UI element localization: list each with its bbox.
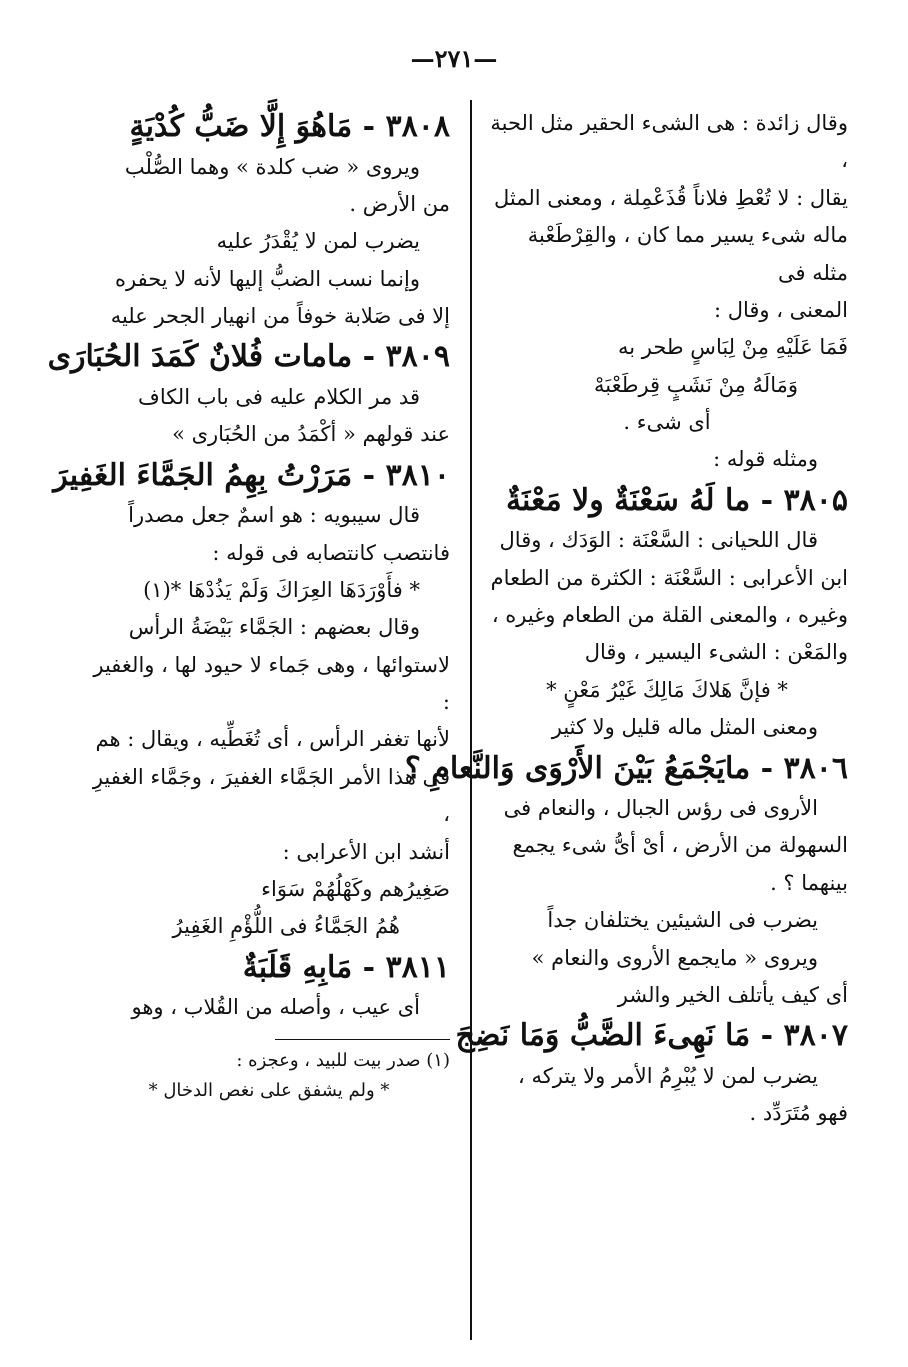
text-line: ابن الأعرابى : السَّعْنَة : الكثرة من الطعام [490, 565, 848, 590]
text-line: أنشد ابن الأعرابى : [282, 839, 450, 864]
text-line: صَغِيرُهم وكَهْلُهُمْ سَوَاء [261, 876, 450, 901]
text-line: وقال بعضهم : الجَمَّاء بَيْضَةُ الرأس [128, 615, 420, 640]
text-line: الأروى فى رؤس الجبال ، والنعام فى [503, 796, 818, 820]
text-line: بينهما ؟ . [770, 870, 848, 895]
text-line: هُمُ الجَمَّاءُ فى اللُّؤْمِ الغَفِيرُ [172, 914, 400, 939]
text-line: ويروى « ضب كلدة » وهما الصُّلْب [124, 154, 420, 179]
text-line: * فأَوْرَدَهَا العِرَاكَ وَلَمْ يَذُدْهَا *(۱) [143, 577, 420, 602]
page-number: —۲۷۱— [410, 44, 498, 73]
left-column [47, 105, 450, 1107]
text-line: فهو مُتَرَدِّد . [749, 1101, 848, 1126]
text-line: لأنها تغفر الرأس ، أى تُغَطِّيه ، ويقال : هم [95, 727, 450, 752]
text-line: قال سيبويه : هو اسمٌ جعل مصدراً [128, 503, 420, 528]
proverb-heading: ۳۸۰۹ - مامات فُلانٌ كَمَدَ الحُبَارَى [47, 339, 450, 375]
text-line: يقال : لا تُعْطِ فلاناً قُذَعْمِلة ، ومعنى المثل [494, 185, 848, 210]
text-line: * فإنَّ هَلاكَ مَالِكَ غَيْرُ مَعْنٍ * [546, 677, 788, 702]
proverb-heading: ۳۸۰۷ - مَا نَهِىءَ الضَّبُّ وَمَا نَضِجَ [455, 1018, 848, 1054]
text-line: ماله شىء يسير مما كان ، والقِرْطَعْبة مثله فى [527, 223, 848, 285]
text-line: يضرب لمن لا يُقْدَرُ عليه [216, 229, 420, 254]
text-line: أى عيب ، وأصله من القُلاب ، وهو [131, 995, 420, 1020]
text-line: فَمَا عَلَيْهِ مِنْ لِبَاسٍ طحر به [618, 335, 848, 360]
text-line: أى كيف يأتلف الخير والشر [617, 982, 848, 1007]
text-line: لاستوائها ، وهى جَماء لا حيود لها ، والغفير : [93, 652, 450, 714]
right-column [404, 105, 848, 1133]
text-line: قد مر الكلام عليه فى باب الكاف [138, 384, 420, 409]
proverb-heading: ۳۸۰٦ - مايَجْمَعُ بَيْنَ الأَرْوَى وَالنَّعامِ ؟ [404, 750, 848, 786]
text-line: عند قولهم « أكْمَدُ من الحُبَارى » [172, 422, 450, 447]
text-line: يضرب لمن لا يُبْرِمُ الأمر ولا يتركه ، [518, 1063, 818, 1088]
text-line: من الأرض . [349, 191, 450, 216]
footnote-rule [275, 1039, 450, 1040]
text-line: أى شىء . [623, 410, 711, 434]
text-line: وقال زائدة : هى الشىء الحقير مثل الحبة ، [490, 111, 848, 173]
text-line: السهولة من الأرض ، أىْ أىُّ شىء يجمع [512, 833, 848, 858]
text-line: والمَعْن : الشىء اليسير ، وقال [584, 640, 848, 665]
column-divider [470, 100, 472, 1340]
proverb-heading: ۳۸۰۵ - ما لَهُ سَعْنَةٌ ولا مَعْنَةٌ [505, 482, 848, 518]
text-line: ومثله قوله : [713, 447, 818, 472]
text-line: قال اللحيانى : السَّعْنَة : الوَدَك ، وقال [499, 528, 818, 553]
text-line: ويروى « مايجمع الأروى والنعام » [531, 945, 818, 970]
text-line: يضرب فى الشيئين يختلفان جداً [547, 908, 818, 933]
text-line: وإنما نسب الضبُّ إليها لأنه لا يحفره [115, 266, 420, 291]
proverb-heading: ۳۸۱۰ - مَرَرْتُ بِهِمُ الجَمَّاءَ الغَفِيرَ [53, 457, 450, 493]
text-line: فى هذا الأمر الجَمَّاء الغفيرَ ، وجَمَّاء الغفيرِ ، [92, 764, 450, 827]
proverb-heading: ۳۸۱۱ - مَابِهِ قَلَبَةٌ [242, 949, 450, 985]
proverb-heading: ۳۸۰۸ - مَاهُوَ إِلَّا ضَبُّ كُدْيَةٍ [129, 109, 450, 144]
text-line: فانتصب كانتصابه فى قوله : [212, 540, 450, 565]
text-line: المعنى ، وقال : [713, 297, 848, 322]
text-line: وَمَالَهُ مِنْ نَشَبٍ قِرطَعْبَهْ [594, 372, 798, 397]
text-line: وغيره ، والمعنى القلة من الطعام وغيره ، [491, 603, 848, 627]
footnote: * ولم يشفق على نغص الدخال * [148, 1080, 390, 1102]
text-line: ومعنى المثل ماله قليل ولا كثير [551, 715, 818, 740]
text-line: إلا فى صَلابة خوفاً من انهيار الجحر عليه [110, 304, 450, 328]
footnote: (۱) صدر بيت للبيد ، وعجزه : [236, 1049, 450, 1071]
